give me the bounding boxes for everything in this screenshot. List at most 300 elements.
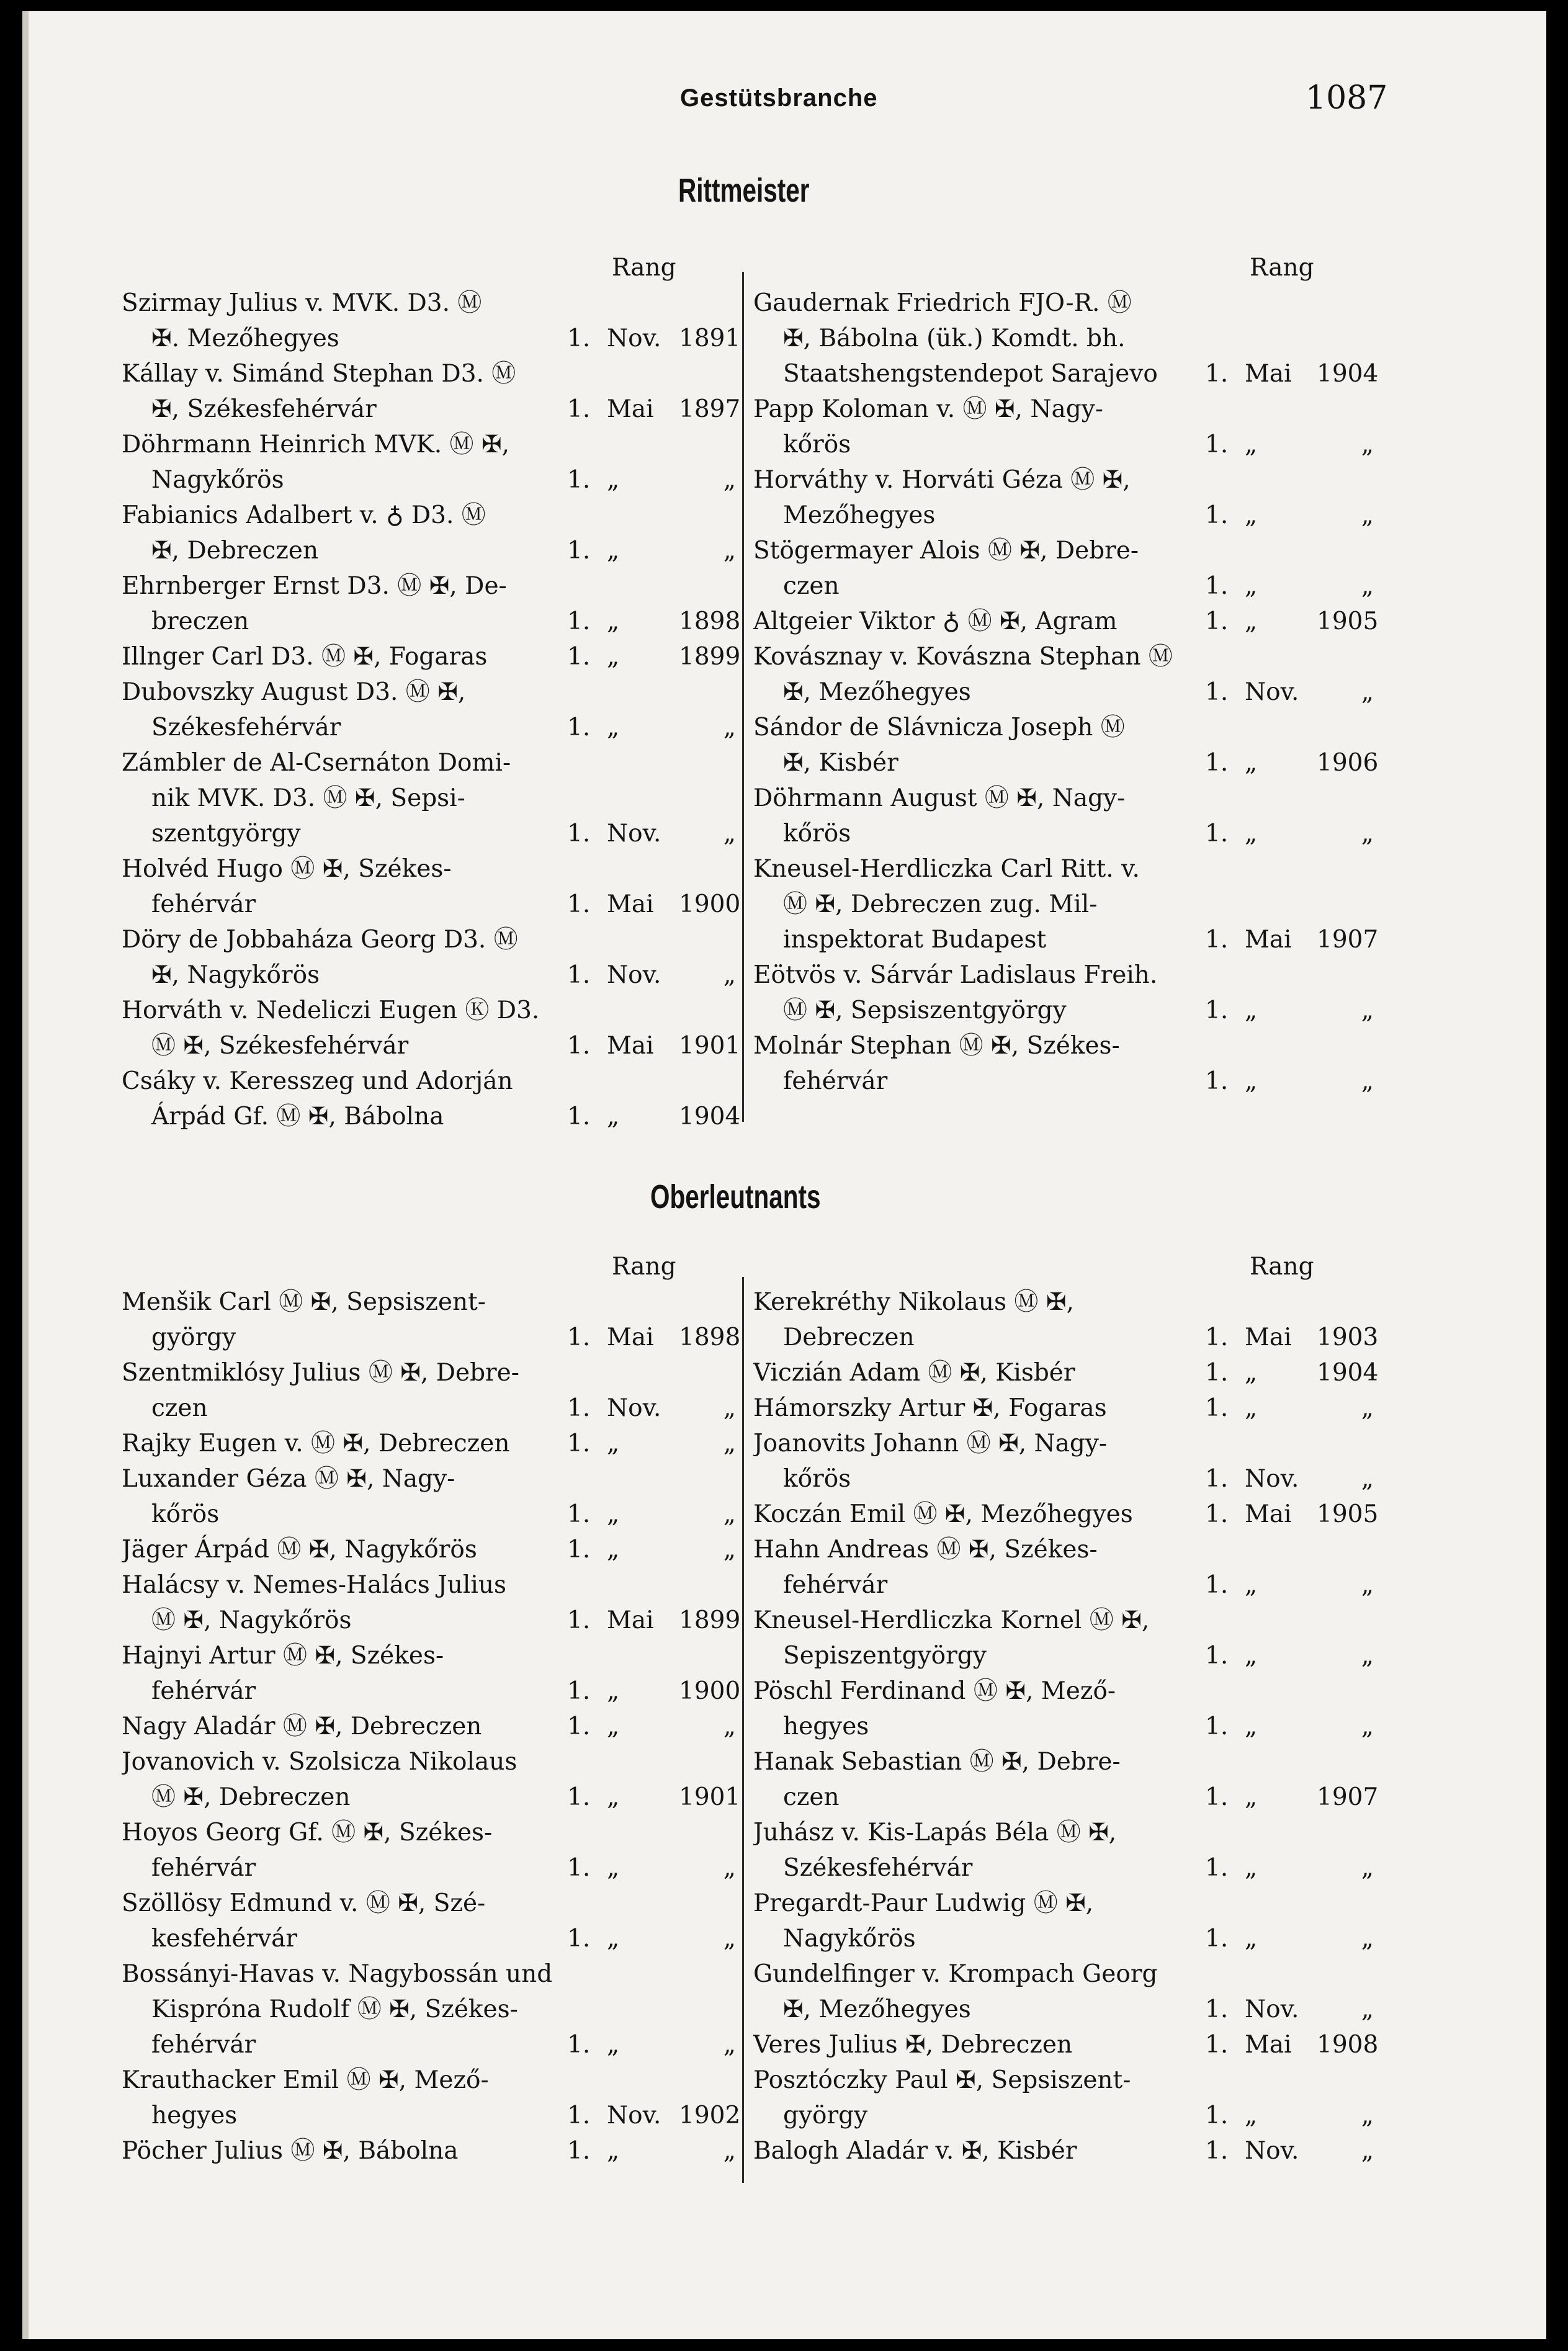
entry-line: [122, 356, 736, 392]
entry-line: [122, 462, 736, 498]
page-edge-shadow: [22, 11, 29, 2339]
entry-continuation: fehérvár: [151, 890, 256, 918]
column-divider: [742, 1277, 744, 2183]
rang-month: „: [607, 1925, 620, 1953]
rang-header-row: [122, 1249, 736, 1284]
rang-year: „: [1361, 501, 1374, 529]
entry-line: [753, 1355, 1379, 1390]
rang-month: Nov.: [607, 325, 661, 352]
entry-line: [753, 674, 1374, 710]
roster-entry: [753, 2027, 1379, 2062]
page-number: 1087: [1306, 79, 1388, 117]
rang-day: 1.: [567, 395, 591, 423]
entry-line: [753, 816, 1374, 851]
rang-month: „: [1245, 996, 1258, 1024]
entry-continuation: Árpád Gf. Ⓜ ✠, Bábolna: [151, 1103, 444, 1131]
entry-continuation: Nagykőrös: [783, 1925, 916, 1953]
entry-continuation: Kisprόna Rudolf Ⓜ ✠, Székes-: [151, 1995, 518, 2023]
rang-day: 1.: [567, 643, 591, 671]
roster-entry: [753, 2062, 1374, 2133]
entry-line: [122, 1921, 736, 1956]
entry-line: [753, 851, 1374, 887]
entry-line: [753, 957, 1374, 993]
entry-continuation: hegyes: [783, 1713, 869, 1740]
entry-continuation: fehérvár: [151, 2031, 256, 2059]
entry-name-line: Kovásznay v. Kovászna Stephan Ⓜ: [753, 643, 1173, 671]
roster-entry: [122, 674, 736, 745]
entry-continuation: Ⓜ ✠, Sepsiszentgyörgy: [783, 996, 1067, 1024]
entry-line: [753, 498, 1374, 533]
entry-line: [122, 498, 736, 533]
rang-day: 1.: [567, 1536, 591, 1564]
rang-month: Nov.: [1245, 1995, 1299, 2023]
rang-day: 1.: [567, 1677, 591, 1705]
rang-year: 1904: [1317, 1359, 1379, 1387]
entry-name-line: Szirmay Julius v. MVK. D3. Ⓜ: [122, 289, 482, 317]
roster-entry: [753, 1532, 1374, 1603]
entry-line: [122, 887, 741, 922]
roster-entry: [753, 1815, 1374, 1886]
entry-line: [753, 604, 1379, 639]
rang-day: 1.: [1205, 2031, 1229, 2059]
rang-year: 1904: [1317, 360, 1379, 388]
entry-continuation: Ⓜ ✠, Székesfehérvár: [151, 1032, 409, 1060]
roster-entry: [122, 993, 741, 1064]
roster-entry: [753, 781, 1374, 851]
entry-continuation: hegyes: [151, 2102, 238, 2129]
entry-line: [122, 674, 736, 710]
rang-day: 1.: [567, 1713, 591, 1740]
entry-line: [122, 1099, 741, 1134]
entry-continuation: czen: [783, 572, 840, 600]
entry-name-line: Papp Koloman v. Ⓜ ✠, Nagy-: [753, 395, 1103, 423]
rang-day: 1.: [567, 2102, 591, 2129]
entry-name-line: Hahn Andreas Ⓜ ✠, Székes-: [753, 1536, 1098, 1564]
entry-line: [122, 639, 741, 674]
roster-entry: [122, 1567, 741, 1638]
roster-entry: [122, 1461, 736, 1532]
entry-line: [753, 1850, 1374, 1886]
entry-continuation: breczen: [151, 607, 249, 635]
rang-year: 1908: [1317, 2031, 1379, 2059]
rang-year: „: [723, 537, 736, 565]
rang-header: Rang: [612, 254, 676, 282]
entry-continuation: ✠, Mezőhegyes: [783, 1995, 971, 2023]
entry-name-line: Posztóczky Paul ✠, Sepsiszent-: [753, 2066, 1131, 2094]
rang-month: „: [1245, 1642, 1258, 1670]
rang-year: 1905: [1317, 607, 1379, 635]
entry-line: [753, 993, 1374, 1028]
entry-continuation: Nagykőrös: [151, 466, 284, 494]
entry-continuation: Székesfehérvár: [783, 1854, 973, 1882]
rang-day: 1.: [1205, 572, 1229, 600]
entry-line: [122, 1780, 741, 1815]
roster-entry: [753, 2133, 1374, 2169]
entry-name-line: Molnár Stephan Ⓜ ✠, Székes-: [753, 1032, 1120, 1060]
roster-entry: [753, 392, 1374, 462]
entry-line: [753, 1028, 1374, 1064]
rang-day: 1.: [567, 820, 591, 848]
roster-entry: [753, 1886, 1374, 1956]
rang-year: 1901: [679, 1783, 741, 1811]
rang-day: 1.: [1205, 1642, 1229, 1670]
rang-month: „: [607, 607, 620, 635]
entry-continuation: Debreczen: [783, 1323, 915, 1351]
entry-name-line: Kállay v. Simánd Stephan D3. Ⓜ: [122, 360, 516, 388]
rang-year: „: [1361, 1713, 1374, 1740]
entry-line: [122, 1567, 736, 1603]
roster-entry: [753, 1673, 1374, 1744]
rang-day: 1.: [567, 890, 591, 918]
rang-year: „: [723, 466, 736, 494]
rang-year: 1901: [679, 1032, 741, 1060]
rang-year: „: [723, 2137, 736, 2165]
entry-name-line: Jovanovich v. Szolsicza Nikolaus: [122, 1748, 517, 1776]
entry-line: [122, 781, 736, 816]
rang-year: „: [1361, 2137, 1374, 2165]
rang-month: „: [607, 1783, 620, 1811]
rang-month: Mai: [1245, 2031, 1292, 2059]
roster-entry: [122, 1744, 741, 1815]
entry-continuation: györgy: [151, 1323, 236, 1351]
rang-day: 1.: [567, 1032, 591, 1060]
rang-year: 1898: [679, 607, 741, 635]
entry-name-line: Stögermayer Alois Ⓜ ✠, Debre-: [753, 537, 1139, 565]
rang-month: „: [607, 2031, 620, 2059]
roster-entry: [753, 851, 1379, 957]
entry-name-line: Horváthy v. Horváti Géza Ⓜ ✠,: [753, 466, 1131, 494]
roster-entry: [122, 1284, 741, 1355]
entry-line: [122, 1886, 736, 1921]
entry-name-line: Nagy Aladár Ⓜ ✠, Debreczen: [122, 1713, 482, 1740]
entry-line: [122, 2133, 736, 2169]
rang-month: Nov.: [607, 820, 661, 848]
oberleutnants-column-right: [753, 1249, 1379, 2169]
rang-day: 1.: [1205, 1067, 1229, 1095]
column-divider: [742, 272, 744, 1122]
rang-year: „: [1361, 431, 1374, 459]
roster-entry: [753, 710, 1379, 781]
entry-continuation: fehérvár: [783, 1067, 888, 1095]
entry-continuation: fehérvár: [151, 1854, 256, 1882]
entry-continuation: kőrös: [783, 820, 851, 848]
entry-line: [122, 851, 736, 887]
rang-day: 1.: [1205, 996, 1229, 1024]
entry-line: [753, 533, 1374, 568]
entry-name-line: Juhász v. Kis-Lapás Béla Ⓜ ✠,: [753, 1819, 1117, 1847]
roster-entry: [122, 1638, 741, 1709]
entry-line: [753, 922, 1379, 957]
entry-continuation: Sepiszentgyörgy: [783, 1642, 987, 1670]
rang-day: 1.: [567, 1103, 591, 1131]
entry-line: [122, 1532, 736, 1567]
roster-entry: [753, 1355, 1379, 1390]
entry-name-line: Hanak Sebastian Ⓜ ✠, Debre-: [753, 1748, 1121, 1776]
entry-line: [753, 1567, 1374, 1603]
entry-continuation: ✠, Debreczen: [151, 537, 319, 565]
roster-entry: [122, 745, 736, 851]
entry-line: [753, 1426, 1374, 1461]
entry-line: [753, 1064, 1374, 1099]
entry-line: [122, 993, 736, 1028]
rang-month: Mai: [607, 1323, 654, 1351]
entry-name-line: Ehrnberger Ernst D3. Ⓜ ✠, De-: [122, 572, 507, 600]
rang-header-row: [753, 250, 1374, 285]
entry-name-line: Illnger Carl D3. Ⓜ ✠, Fogaras: [122, 643, 488, 671]
roster-entry: [122, 1355, 736, 1426]
rang-day: 1.: [1205, 1323, 1229, 1351]
rang-month: Mai: [1245, 1323, 1292, 1351]
section-title-oberleutnants: Oberleutnants: [650, 1178, 821, 1216]
entry-line: [753, 639, 1374, 674]
rang-year: „: [723, 1854, 736, 1882]
entry-name-line: Döry de Jobbaháza Georg D3. Ⓜ: [122, 926, 518, 954]
rang-month: „: [1245, 1394, 1258, 1422]
entry-name-line: Veres Julius ✠, Debreczen: [753, 2031, 1073, 2059]
entry-line: [753, 1603, 1374, 1638]
entry-line: [122, 2098, 741, 2133]
entry-line: [753, 1390, 1374, 1426]
roster-entry: [753, 533, 1374, 604]
rang-day: 1.: [1205, 360, 1229, 388]
rang-day: 1.: [567, 1925, 591, 1953]
entry-name-line: Bossányi-Havas v. Nagybossán und: [122, 1960, 553, 1988]
oberleutnants-column-left: [122, 1249, 741, 2169]
roster-entry: [122, 2133, 736, 2169]
rang-year: 1906: [1317, 749, 1379, 777]
rang-day: 1.: [1205, 820, 1229, 848]
entry-name-line: Jäger Árpád Ⓜ ✠, Nagykőrös: [122, 1536, 477, 1564]
rang-year: „: [1361, 1394, 1374, 1422]
entry-name-line: Koczán Emil Ⓜ ✠, Mezőhegyes: [753, 1500, 1133, 1528]
entry-line: [122, 957, 736, 993]
rang-year: „: [1361, 1067, 1374, 1095]
entry-name-line: Döhrmann August Ⓜ ✠, Nagy-: [753, 784, 1126, 812]
roster-entry: [753, 1426, 1374, 1497]
roster-entry: [753, 957, 1374, 1028]
entry-continuation: fehérvár: [151, 1677, 256, 1705]
rang-month: Mai: [1245, 1500, 1292, 1528]
entry-continuation: Székesfehérvár: [151, 714, 341, 741]
entry-line: [753, 1921, 1374, 1956]
rang-day: 1.: [567, 1394, 591, 1422]
entry-line: [122, 1850, 736, 1886]
entry-continuation: ✠, Bábolna (ük.) Komdt. bh.: [783, 325, 1126, 352]
roster-entry: [753, 1497, 1379, 1532]
entry-name-line: Pöschl Ferdinand Ⓜ ✠, Mező-: [753, 1677, 1116, 1705]
rang-year: „: [1361, 820, 1374, 848]
roster-entry: [122, 1886, 736, 1956]
entry-line: [122, 533, 736, 568]
rang-month: „: [607, 1854, 620, 1882]
entry-continuation: kőrös: [151, 1500, 220, 1528]
rang-month: „: [607, 1103, 620, 1131]
entry-continuation: ✠, Székesfehérvár: [151, 395, 377, 423]
rang-month: „: [607, 1430, 620, 1458]
entry-line: [753, 1497, 1379, 1532]
entry-line: [122, 1390, 736, 1426]
entry-line: [122, 568, 736, 604]
entry-line: [122, 285, 736, 321]
rang-day: 1.: [1205, 1925, 1229, 1953]
entry-line: [753, 2027, 1379, 2062]
entry-line: [122, 1815, 736, 1850]
rang-month: „: [607, 1677, 620, 1705]
rang-month: „: [607, 1500, 620, 1528]
entry-line: [122, 1744, 736, 1780]
entry-line: [122, 1355, 736, 1390]
rang-month: „: [1245, 749, 1258, 777]
entry-line: [753, 2098, 1374, 2133]
entry-line: [122, 1709, 736, 1744]
rang-year: „: [1361, 1465, 1374, 1493]
roster-entry: [122, 568, 741, 639]
rang-month: Mai: [607, 1032, 654, 1060]
rang-month: Nov.: [607, 1394, 661, 1422]
entry-name-line: Gaudernak Friedrich FJO-R. Ⓜ: [753, 289, 1132, 317]
rang-day: 1.: [1205, 926, 1229, 954]
rang-day: 1.: [1205, 749, 1229, 777]
entry-line: [753, 356, 1379, 392]
rang-year: „: [1361, 996, 1374, 1024]
entry-line: [753, 1638, 1374, 1673]
roster-entry: [122, 1956, 736, 2062]
entry-continuation: kesfehérvár: [151, 1925, 298, 1953]
rang-year: 1900: [679, 890, 741, 918]
entry-name-line: Pöcher Julius Ⓜ ✠, Bábolna: [122, 2137, 459, 2165]
entry-continuation: fehérvár: [783, 1571, 888, 1599]
entry-continuation: Ⓜ ✠, Debreczen: [151, 1783, 351, 1811]
entry-line: [753, 2062, 1374, 2098]
rang-day: 1.: [567, 1323, 591, 1351]
roster-entry: [122, 922, 736, 993]
rang-year: „: [1361, 1571, 1374, 1599]
rang-day: 1.: [567, 1606, 591, 1634]
entry-continuation: nik MVK. D3. Ⓜ ✠, Sepsi-: [151, 784, 465, 812]
roster-entry: [753, 462, 1374, 533]
entry-line: [122, 604, 741, 639]
entry-line: [753, 710, 1374, 745]
rang-year: 1891: [679, 325, 741, 352]
entry-line: [753, 321, 1374, 356]
rang-day: 1.: [1205, 501, 1229, 529]
rittmeister-column-left: [122, 250, 741, 1134]
entry-line: [122, 1064, 736, 1099]
entry-name-line: Sándor de Slávnicza Joseph Ⓜ: [753, 714, 1125, 741]
entry-name-line: Zámbler de Al-Csernáton Domi-: [122, 749, 511, 777]
rang-month: „: [1245, 607, 1258, 635]
entry-line: [122, 1284, 736, 1320]
entry-line: [753, 2133, 1374, 2169]
roster-entry: [753, 1744, 1379, 1815]
rang-year: „: [723, 1430, 736, 1458]
rang-day: 1.: [1205, 431, 1229, 459]
rang-year: „: [1361, 2102, 1374, 2129]
rang-year: „: [723, 961, 736, 989]
rang-year: „: [723, 1536, 736, 1564]
entry-name-line: Joanovits Johann Ⓜ ✠, Nagy-: [753, 1430, 1108, 1458]
entry-name-line: Kneusel-Herdliczka Kornel Ⓜ ✠,: [753, 1606, 1150, 1634]
rang-header: Rang: [612, 1253, 676, 1281]
entry-continuation: Ⓜ ✠, Nagykőrös: [151, 1606, 352, 1634]
entry-name-line: Menšik Carl Ⓜ ✠, Sepsiszent-: [122, 1288, 486, 1316]
entry-name-line: Krauthacker Emil Ⓜ ✠, Mező-: [122, 2066, 489, 2094]
rang-year: 1907: [1317, 926, 1379, 954]
rang-header-row: [122, 250, 736, 285]
rang-year: „: [1361, 1925, 1374, 1953]
entry-line: [753, 427, 1374, 462]
rang-month: „: [1245, 572, 1258, 600]
entry-line: [122, 1992, 736, 2027]
roster-entry: [122, 1426, 736, 1461]
entry-line: [122, 321, 741, 356]
entry-continuation: Mezőhegyes: [783, 501, 936, 529]
rang-year: „: [1361, 1642, 1374, 1670]
rang-year: 1899: [679, 643, 741, 671]
entry-continuation: ✠. Mezőhegyes: [151, 325, 339, 352]
rang-month: Nov.: [1245, 1465, 1299, 1493]
rang-year: „: [1361, 1995, 1374, 2023]
entry-name-line: Altgeier Viktor ♁ Ⓜ ✠, Agram: [753, 607, 1118, 635]
rang-month: Nov.: [1245, 678, 1299, 706]
rang-day: 1.: [567, 325, 591, 352]
entry-name-line: Luxander Géza Ⓜ ✠, Nagy-: [122, 1465, 455, 1493]
entry-line: [753, 568, 1374, 604]
entry-continuation: kőrös: [783, 431, 851, 459]
entry-name-line: Eötvös v. Sárvár Ladislaus Freih.: [753, 961, 1158, 989]
entry-line: [753, 1992, 1374, 2027]
entry-continuation: ✠, Mezőhegyes: [783, 678, 971, 706]
roster-entry: [122, 285, 741, 356]
rang-month: „: [1245, 1359, 1258, 1387]
rang-year: 1900: [679, 1677, 741, 1705]
rang-day: 1.: [567, 1430, 591, 1458]
rang-year: 1907: [1317, 1783, 1379, 1811]
book-page: [22, 11, 1546, 2339]
rang-month: Nov.: [1245, 2137, 1299, 2165]
roster-entry: [753, 604, 1379, 639]
rang-day: 1.: [1205, 607, 1229, 635]
entry-line: [122, 922, 736, 957]
entry-name-line: Kneusel-Herdliczka Carl Ritt. v.: [753, 855, 1140, 883]
entry-line: [122, 1497, 736, 1532]
rang-month: „: [607, 537, 620, 565]
roster-entry: [122, 2062, 741, 2133]
section-title-rittmeister: Rittmeister: [678, 172, 810, 209]
entry-name-line: Kerekréthy Nikolaus Ⓜ ✠,: [753, 1288, 1074, 1316]
entry-line: [753, 745, 1379, 781]
rang-month: „: [1245, 1925, 1258, 1953]
rang-month: „: [1245, 820, 1258, 848]
roster-entry: [753, 1956, 1374, 2027]
roster-entry: [122, 1815, 736, 1886]
rang-day: 1.: [567, 607, 591, 635]
entry-name-line: Hajnyi Artur Ⓜ ✠, Székes-: [122, 1642, 444, 1670]
rang-year: 1902: [679, 2102, 741, 2129]
entry-continuation: kőrös: [783, 1465, 851, 1493]
rang-header-row: [753, 1249, 1374, 1284]
rang-day: 1.: [1205, 1359, 1229, 1387]
entry-line: [122, 745, 736, 781]
rang-day: 1.: [567, 537, 591, 565]
entry-line: [122, 1320, 741, 1355]
roster-entry: [753, 639, 1374, 710]
roster-entry: [753, 1390, 1374, 1426]
entry-continuation: györgy: [783, 2102, 868, 2129]
entry-line: [753, 1673, 1374, 1709]
entry-line: [753, 462, 1374, 498]
rang-month: „: [1245, 431, 1258, 459]
